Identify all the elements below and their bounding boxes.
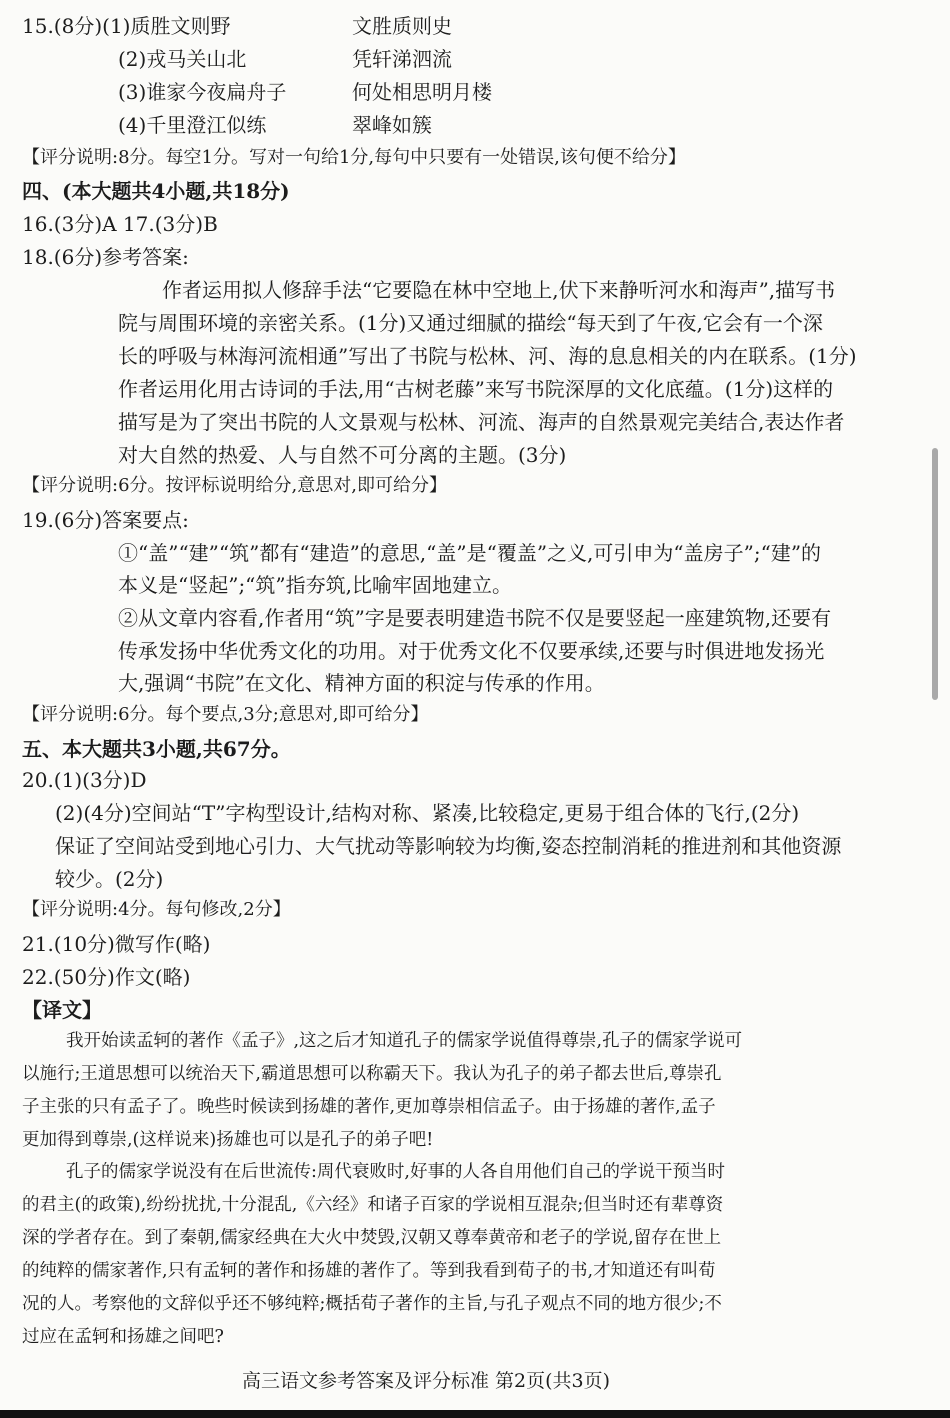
vertical-scrollbar[interactable]: [932, 448, 938, 700]
translation-line: 过应在孟轲和扬雄之间吧?: [22, 1327, 224, 1347]
q19-line: ①“盖”“建”“筑”都有“建造”的意思,“盖”是“覆盖”之义,可引申为“盖房子”;“建”的: [118, 541, 822, 565]
q19-scoring-note: 【评分说明:6分。每个要点,3分;意思对,即可给分】: [22, 704, 429, 725]
translation-line: 子主张的只有孟子了。晚些时候读到扬雄的著作,更加尊崇相信孟子。由于扬雄的著作,孟子: [22, 1097, 716, 1117]
translation-line: 孔子的儒家学说没有在后世流传:周代衰败时,好事的人各自用他们自己的学说干预当时: [66, 1162, 725, 1182]
q15-line1-answer: 文胜质则史: [352, 14, 452, 38]
q19-line: 本义是“竖起”;“筑”指夯筑,比喻牢固地建立。: [118, 573, 512, 597]
q19-line: ②从文章内容看,作者用“筑”字是要表明建造书院不仅是要竖起一座建筑物,还要有: [118, 606, 832, 630]
q20-part1: 20.(1)(3分)D: [22, 768, 147, 792]
translation-line: 我开始读孟轲的著作《孟子》,这之后才知道孔子的儒家学说值得尊崇,孔子的儒家学说可: [66, 1031, 743, 1051]
q16-17-answers: 16.(3分)A 17.(3分)B: [22, 212, 218, 236]
translation-line: 更加得到尊崇,(这样说来)扬雄也可以是孔子的弟子吧!: [22, 1130, 434, 1150]
q18-line: 作者运用化用古诗词的手法,用“古树老藤”来写书院深厚的文化底蕴。(1分)这样的: [118, 377, 834, 401]
q18-line: 作者运用拟人修辞手法“它要隐在林中空地上,伏下来静听河水和海声”,描写书: [162, 278, 836, 302]
page-footer: 高三语文参考答案及评分标准 第2页(共3页): [242, 1370, 611, 1392]
q15-line4-answer: 翠峰如簇: [352, 113, 432, 137]
q15-line3-label: (3)谁家今夜扁舟子: [118, 80, 287, 104]
translation-line: 的君主(的政策),纷纷扰扰,十分混乱,《六经》和诸子百家的学说相互混杂;但当时还有辈尊资: [22, 1195, 724, 1215]
bottom-edge: [0, 1410, 950, 1418]
q15-scoring-note: 【评分说明:8分。每空1分。写对一句给1分,每句中只要有一处错误,该句便不给分】: [22, 147, 686, 168]
q18-line: 描写是为了突出书院的人文景观与松林、河流、海声的自然景观完美结合,表达作者: [118, 410, 845, 434]
q18-line: 长的呼吸与林海河流相通”写出了书院与松林、河、海的息息相关的内在联系。(1分): [118, 344, 857, 368]
q18-line: 院与周围环境的亲密关系。(1分)又通过细腻的描绘“每天到了午夜,它会有一个深: [118, 311, 823, 335]
translation-heading: 【译文】: [22, 998, 102, 1022]
translation-line: 况的人。考察他的文辞似乎还不够纯粹;概括荀子著作的主旨,与孔子观点不同的地方很少;不: [22, 1294, 722, 1314]
section4-heading: 四、(本大题共4小题,共18分): [22, 179, 290, 203]
q22-answer: 22.(50分)作文(略): [22, 965, 191, 989]
q15-line1-label: 15.(8分)(1)质胜文则野: [22, 14, 231, 38]
translation-line: 深的学者存在。到了秦朝,儒家经典在大火中焚毁,汉朝又尊奉黄帝和老子的学说,留存在世上: [22, 1228, 722, 1248]
q20-line: 保证了空间站受到地心引力、大气扰动等影响较为均衡,姿态控制消耗的推进剂和其他资源: [55, 834, 842, 858]
q20-scoring-note: 【评分说明:4分。每句修改,2分】: [22, 899, 291, 920]
q19-line: 传承发扬中华优秀文化的功用。对于优秀文化不仅要承续,还要与时俱进地发扬光: [118, 639, 825, 663]
translation-line: 的纯粹的儒家著作,只有孟轲的著作和扬雄的著作了。等到我看到荀子的书,才知道还有叫荀: [22, 1261, 716, 1281]
q18-label: 18.(6分)参考答案:: [22, 245, 189, 269]
q15-line2-label: (2)戎马关山北: [118, 47, 247, 71]
q20-line: (2)(4分)空间站“T”字构型设计,结构对称、紧凑,比较稳定,更易于组合体的飞行,(2分): [55, 801, 800, 825]
q15-line2-answer: 凭轩涕泗流: [352, 47, 452, 71]
q21-answer: 21.(10分)微写作(略): [22, 932, 211, 956]
q15-line4-label: (4)千里澄江似练: [118, 113, 267, 137]
translation-line: 以施行;王道思想可以统治天下,霸道思想可以称霸天下。我认为孔子的弟子都去世后,尊崇孔: [22, 1064, 722, 1084]
section5-heading: 五、本大题共3小题,共67分。: [22, 737, 291, 761]
q18-line: 对大自然的热爱、人与自然不可分离的主题。(3分): [118, 443, 567, 467]
q15-line3-answer: 何处相思明月楼: [352, 80, 492, 104]
q19-label: 19.(6分)答案要点:: [22, 508, 189, 532]
q20-line: 较少。(2分): [55, 867, 164, 891]
q18-scoring-note: 【评分说明:6分。按评标说明给分,意思对,即可给分】: [22, 475, 447, 496]
q19-line: 大,强调“书院”在文化、精神方面的积淀与传承的作用。: [118, 671, 605, 695]
